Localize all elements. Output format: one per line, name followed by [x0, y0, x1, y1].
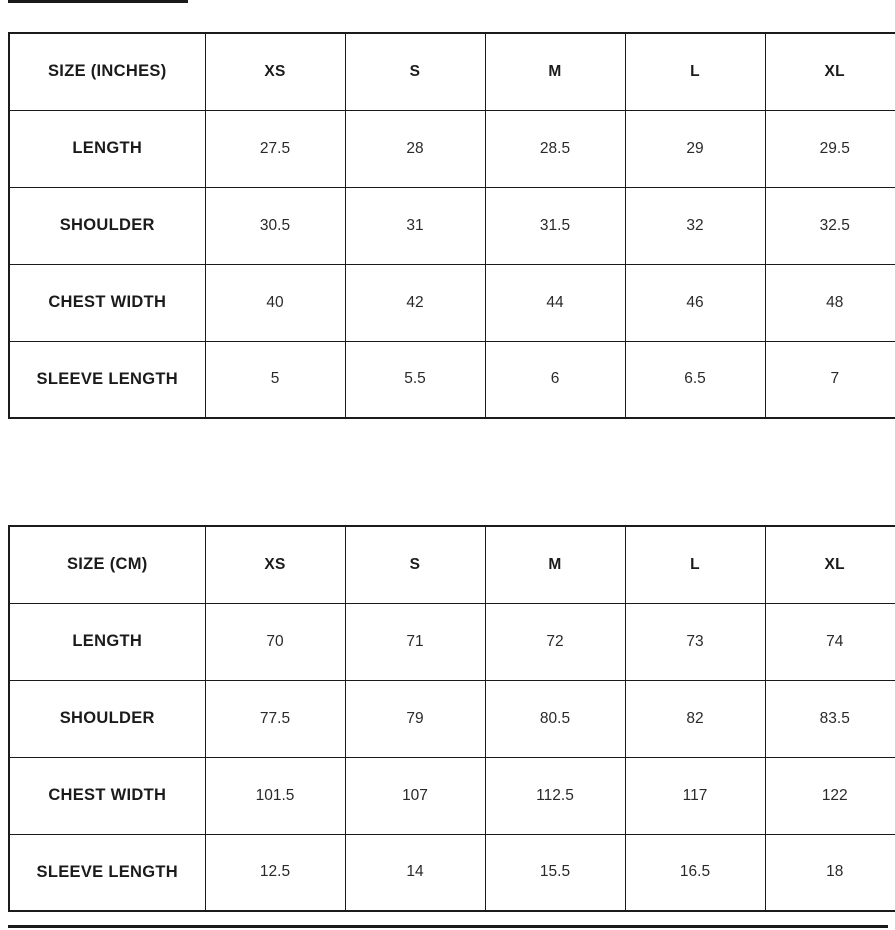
column-header-s: S — [345, 526, 485, 603]
cell-sleeve-xl: 18 — [765, 834, 895, 911]
cell-chest-xl: 48 — [765, 264, 895, 341]
cell-sleeve-m: 15.5 — [485, 834, 625, 911]
cell-shoulder-xs: 77.5 — [205, 680, 345, 757]
bottom-rule-divider — [8, 925, 888, 928]
column-header-m: M — [485, 526, 625, 603]
cell-shoulder-xs: 30.5 — [205, 187, 345, 264]
column-header-xl: XL — [765, 526, 895, 603]
cell-shoulder-s: 79 — [345, 680, 485, 757]
table-row — [9, 680, 895, 757]
table-row — [9, 834, 895, 911]
cell-length-xs: 70 — [205, 603, 345, 680]
column-header-l: L — [625, 33, 765, 110]
table-row — [9, 187, 895, 264]
table-header-row — [9, 33, 895, 110]
cell-sleeve-xs: 5 — [205, 341, 345, 418]
cell-chest-s: 42 — [345, 264, 485, 341]
column-header-xs: XS — [205, 526, 345, 603]
row-label-shoulder: SHOULDER — [9, 680, 205, 757]
cell-chest-xs: 101.5 — [205, 757, 345, 834]
top-rule-divider — [8, 0, 188, 3]
cell-sleeve-l: 6.5 — [625, 341, 765, 418]
cell-sleeve-xl: 7 — [765, 341, 895, 418]
cell-length-s: 28 — [345, 110, 485, 187]
table-header-row — [9, 526, 895, 603]
cell-shoulder-l: 82 — [625, 680, 765, 757]
cell-sleeve-s: 14 — [345, 834, 485, 911]
row-label-shoulder: SHOULDER — [9, 187, 205, 264]
size-table-inches — [8, 32, 895, 419]
cell-chest-m: 112.5 — [485, 757, 625, 834]
cell-length-s: 71 — [345, 603, 485, 680]
cell-shoulder-l: 32 — [625, 187, 765, 264]
column-header-l: L — [625, 526, 765, 603]
column-header-m: M — [485, 33, 625, 110]
cell-length-xs: 27.5 — [205, 110, 345, 187]
cell-length-xl: 29.5 — [765, 110, 895, 187]
cell-shoulder-m: 31.5 — [485, 187, 625, 264]
cell-shoulder-xl: 83.5 — [765, 680, 895, 757]
cell-shoulder-xl: 32.5 — [765, 187, 895, 264]
table-row — [9, 603, 895, 680]
cell-chest-l: 117 — [625, 757, 765, 834]
cell-chest-m: 44 — [485, 264, 625, 341]
cell-length-m: 28.5 — [485, 110, 625, 187]
cell-chest-l: 46 — [625, 264, 765, 341]
row-label-sleeve-length: SLEEVE LENGTH — [9, 834, 205, 911]
table-row — [9, 264, 895, 341]
cell-length-xl: 74 — [765, 603, 895, 680]
row-label-chest-width: CHEST WIDTH — [9, 264, 205, 341]
cell-sleeve-xs: 12.5 — [205, 834, 345, 911]
row-label-length: LENGTH — [9, 603, 205, 680]
cell-length-l: 73 — [625, 603, 765, 680]
row-label-sleeve-length: SLEEVE LENGTH — [9, 341, 205, 418]
table-row — [9, 110, 895, 187]
cell-sleeve-m: 6 — [485, 341, 625, 418]
table-row — [9, 757, 895, 834]
table-gap-spacer — [0, 420, 895, 520]
cell-chest-s: 107 — [345, 757, 485, 834]
cell-length-l: 29 — [625, 110, 765, 187]
cell-chest-xs: 40 — [205, 264, 345, 341]
cell-length-m: 72 — [485, 603, 625, 680]
cell-chest-xl: 122 — [765, 757, 895, 834]
row-label-chest-width: CHEST WIDTH — [9, 757, 205, 834]
column-header-xs: XS — [205, 33, 345, 110]
cell-shoulder-m: 80.5 — [485, 680, 625, 757]
row-label-length: LENGTH — [9, 110, 205, 187]
table-row — [9, 341, 895, 418]
cell-shoulder-s: 31 — [345, 187, 485, 264]
unit-label-cm: SIZE (CM) — [9, 526, 205, 603]
cell-sleeve-l: 16.5 — [625, 834, 765, 911]
column-header-s: S — [345, 33, 485, 110]
cell-sleeve-s: 5.5 — [345, 341, 485, 418]
size-table-cm — [8, 525, 895, 912]
column-header-xl: XL — [765, 33, 895, 110]
unit-label-inches: SIZE (INCHES) — [9, 33, 205, 110]
